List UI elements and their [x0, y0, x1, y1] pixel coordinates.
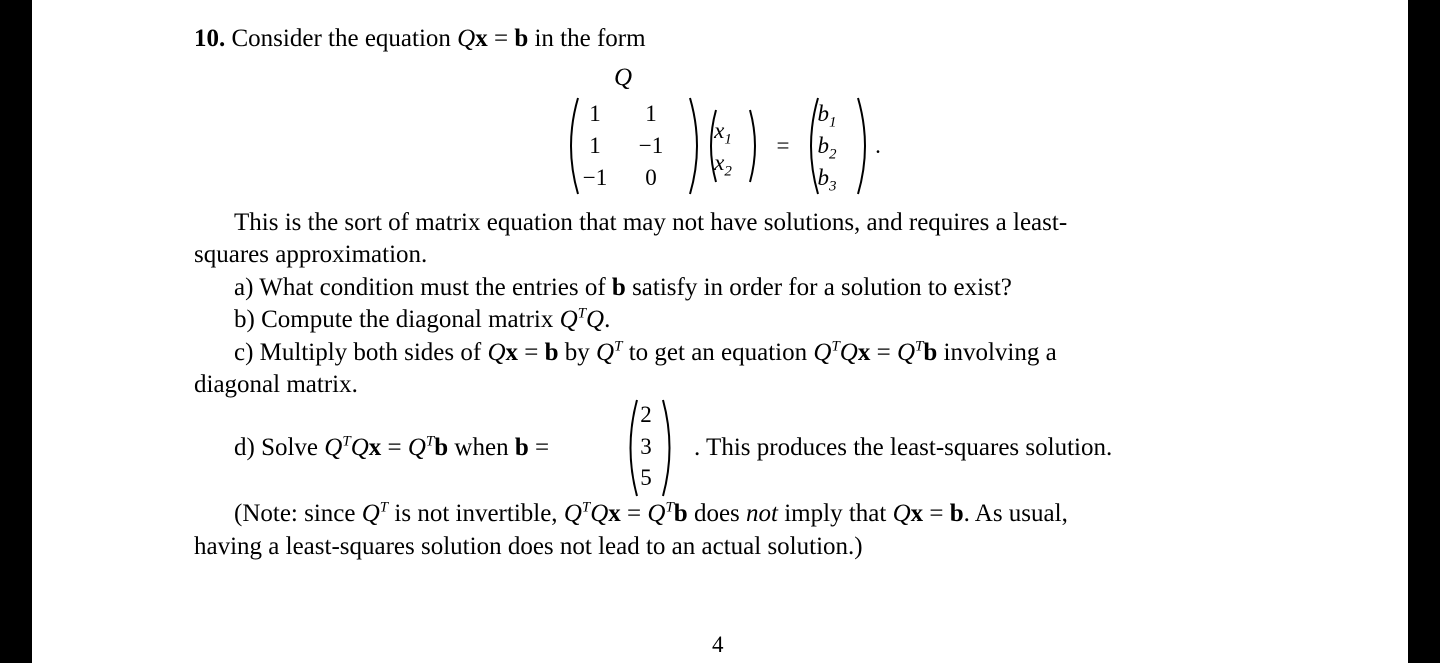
part-a: a) What condition must the entries of b satisfy in order for a solution to exist? [234, 274, 1012, 301]
problem-statement: 10. Consider the equation Qx = b in the form [194, 25, 646, 52]
vector-b-values: 2 3 5 [622, 398, 692, 498]
part-c: c) Multiply both sides of Qx = b by $Q^T$ to get an equation $Q^TQx = Q^Tb$ involving a [234, 338, 1057, 366]
right-paren-icon [660, 398, 678, 498]
part-d-tail: . This produces the least-squares solution. [694, 434, 1113, 461]
paragraph-line: having a least-squares solution does not lead to an actual solution.) [194, 533, 863, 560]
paragraph-line: squares approximation. [194, 241, 428, 268]
right-paren-icon [686, 96, 706, 196]
page-number: 4 [712, 632, 724, 657]
part-b: b) Compute the diagonal matrix $Q^TQ$. [234, 305, 611, 333]
matrix-equation: 1 1 1 −1 −1 0 $x_1$ $x_2$ = $b_1$ $b_2$ $b_3$ . [562, 96, 902, 196]
part-d: d) Solve $Q^TQx = Q^Tb$ when b = [234, 433, 550, 461]
note: (Note: since $Q^T$ is not invertible, $Q^TQx = Q^Tb$ does not imply that Qx = b. As usual, [234, 499, 1068, 527]
paragraph-line: This is the sort of matrix equation that may not have solutions, and requires a least- [234, 209, 1068, 236]
problem-number: 10. [194, 25, 226, 52]
document-page [32, 0, 1408, 663]
matrix-label: Q [614, 64, 633, 91]
paragraph-line: diagonal matrix. [194, 371, 358, 398]
